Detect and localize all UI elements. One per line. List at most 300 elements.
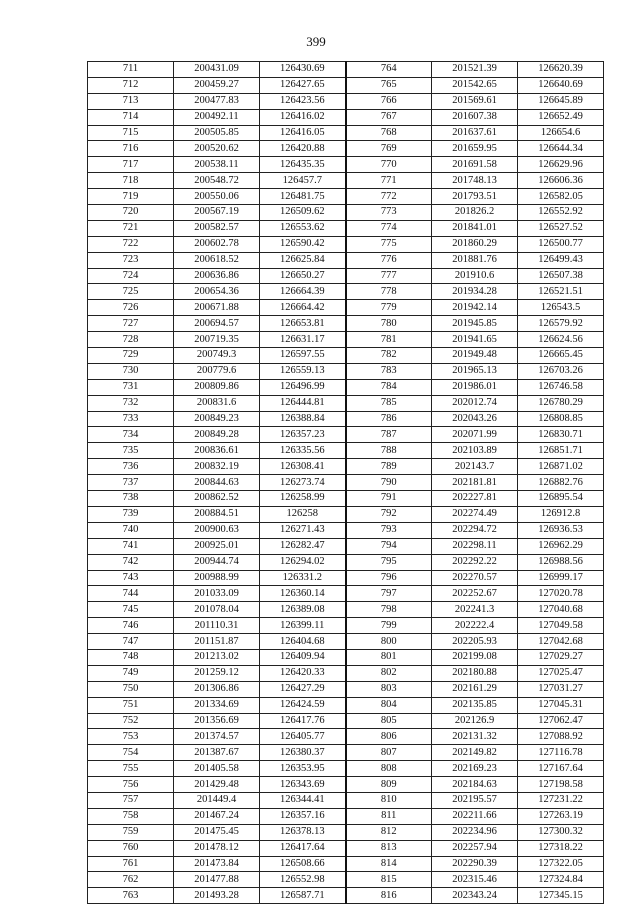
point-number-left-cell: 756	[88, 777, 174, 793]
y-coordinate-left-cell: 126653.81	[260, 316, 346, 332]
x-coordinate-right-cell: 201542.65	[432, 77, 518, 93]
table-row	[88, 634, 604, 650]
point-number-left-cell: 750	[88, 681, 174, 697]
point-number-right-cell: 798	[346, 602, 432, 618]
table-row	[88, 268, 604, 284]
table-row	[88, 348, 604, 364]
y-coordinate-left-cell: 126343.69	[260, 777, 346, 793]
table-row	[88, 332, 604, 348]
y-coordinate-left-cell: 126409.94	[260, 649, 346, 665]
x-coordinate-left-cell: 201374.57	[174, 729, 260, 745]
x-coordinate-left-cell: 200671.88	[174, 300, 260, 316]
y-coordinate-left-cell: 126420.33	[260, 665, 346, 681]
point-number-right-cell: 777	[346, 268, 432, 284]
y-coordinate-left-cell: 126650.27	[260, 268, 346, 284]
x-coordinate-right-cell: 202257.94	[432, 840, 518, 856]
x-coordinate-right-cell: 202241.3	[432, 602, 518, 618]
point-number-right-cell: 788	[346, 443, 432, 459]
x-coordinate-right-cell: 202205.93	[432, 634, 518, 650]
point-number-right-cell: 772	[346, 189, 432, 205]
x-coordinate-right-cell: 201941.65	[432, 332, 518, 348]
x-coordinate-left-cell: 201478.12	[174, 840, 260, 856]
y-coordinate-right-cell: 127324.84	[518, 872, 604, 888]
table-row	[88, 93, 604, 109]
y-coordinate-left-cell: 126271.43	[260, 522, 346, 538]
x-coordinate-left-cell: 200477.83	[174, 93, 260, 109]
table-row	[88, 761, 604, 777]
x-coordinate-right-cell: 201986.01	[432, 379, 518, 395]
y-coordinate-right-cell: 126624.56	[518, 332, 604, 348]
y-coordinate-left-cell: 126404.68	[260, 634, 346, 650]
x-coordinate-left-cell: 200550.06	[174, 189, 260, 205]
y-coordinate-right-cell: 127167.64	[518, 761, 604, 777]
y-coordinate-right-cell: 126582.05	[518, 189, 604, 205]
point-number-left-cell: 730	[88, 363, 174, 379]
table-row	[88, 427, 604, 443]
x-coordinate-right-cell: 202181.81	[432, 475, 518, 491]
x-coordinate-left-cell: 200862.52	[174, 491, 260, 507]
x-coordinate-left-cell: 200836.61	[174, 443, 260, 459]
x-coordinate-left-cell: 200849.23	[174, 411, 260, 427]
y-coordinate-right-cell: 126654.6	[518, 125, 604, 141]
x-coordinate-left-cell: 200602.78	[174, 236, 260, 252]
point-number-left-cell: 748	[88, 649, 174, 665]
table-row	[88, 205, 604, 221]
point-number-left-cell: 758	[88, 808, 174, 824]
point-number-right-cell: 808	[346, 761, 432, 777]
x-coordinate-left-cell: 200944.74	[174, 554, 260, 570]
x-coordinate-right-cell: 202211.66	[432, 808, 518, 824]
point-number-right-cell: 765	[346, 77, 432, 93]
point-number-left-cell: 746	[88, 618, 174, 634]
point-number-right-cell: 769	[346, 141, 432, 157]
y-coordinate-left-cell: 126664.39	[260, 284, 346, 300]
table-row	[88, 459, 604, 475]
y-coordinate-left-cell: 126664.42	[260, 300, 346, 316]
point-number-right-cell: 792	[346, 506, 432, 522]
x-coordinate-left-cell: 200832.19	[174, 459, 260, 475]
point-number-right-cell: 785	[346, 395, 432, 411]
coordinate-table	[87, 61, 604, 904]
y-coordinate-right-cell: 126606.36	[518, 173, 604, 189]
y-coordinate-right-cell: 127020.78	[518, 586, 604, 602]
y-coordinate-right-cell: 126527.52	[518, 220, 604, 236]
point-number-left-cell: 732	[88, 395, 174, 411]
point-number-right-cell: 786	[346, 411, 432, 427]
point-number-left-cell: 713	[88, 93, 174, 109]
table-row	[88, 586, 604, 602]
y-coordinate-left-cell: 126357.23	[260, 427, 346, 443]
point-number-right-cell: 791	[346, 491, 432, 507]
x-coordinate-left-cell: 200988.99	[174, 570, 260, 586]
point-number-right-cell: 799	[346, 618, 432, 634]
x-coordinate-right-cell: 202169.23	[432, 761, 518, 777]
table-row	[88, 284, 604, 300]
x-coordinate-right-cell: 201945.85	[432, 316, 518, 332]
y-coordinate-right-cell: 127042.68	[518, 634, 604, 650]
y-coordinate-right-cell: 126703.26	[518, 363, 604, 379]
point-number-left-cell: 735	[88, 443, 174, 459]
y-coordinate-left-cell: 126353.95	[260, 761, 346, 777]
x-coordinate-right-cell: 201521.39	[432, 62, 518, 78]
point-number-left-cell: 745	[88, 602, 174, 618]
point-number-left-cell: 761	[88, 856, 174, 872]
point-number-left-cell: 757	[88, 792, 174, 808]
y-coordinate-left-cell: 126444.81	[260, 395, 346, 411]
point-number-right-cell: 794	[346, 538, 432, 554]
y-coordinate-left-cell: 126380.37	[260, 745, 346, 761]
x-coordinate-right-cell: 202126.9	[432, 713, 518, 729]
x-coordinate-right-cell: 201910.6	[432, 268, 518, 284]
x-coordinate-left-cell: 200749.3	[174, 348, 260, 364]
y-coordinate-left-cell: 126405.77	[260, 729, 346, 745]
point-number-right-cell: 770	[346, 157, 432, 173]
x-coordinate-right-cell: 201691.58	[432, 157, 518, 173]
y-coordinate-left-cell: 126389.08	[260, 602, 346, 618]
x-coordinate-right-cell: 202103.89	[432, 443, 518, 459]
point-number-right-cell: 793	[346, 522, 432, 538]
point-number-right-cell: 805	[346, 713, 432, 729]
y-coordinate-right-cell: 126882.76	[518, 475, 604, 491]
x-coordinate-right-cell: 201826.2	[432, 205, 518, 221]
table-row	[88, 77, 604, 93]
x-coordinate-left-cell: 201259.12	[174, 665, 260, 681]
point-number-left-cell: 724	[88, 268, 174, 284]
x-coordinate-right-cell: 201942.14	[432, 300, 518, 316]
point-number-left-cell: 762	[88, 872, 174, 888]
y-coordinate-right-cell: 127198.58	[518, 777, 604, 793]
y-coordinate-left-cell: 126282.47	[260, 538, 346, 554]
table-row	[88, 697, 604, 713]
y-coordinate-left-cell: 126427.29	[260, 681, 346, 697]
y-coordinate-left-cell: 126417.76	[260, 713, 346, 729]
table-row	[88, 141, 604, 157]
y-coordinate-left-cell: 126273.74	[260, 475, 346, 491]
point-number-right-cell: 766	[346, 93, 432, 109]
y-coordinate-left-cell: 126631.17	[260, 332, 346, 348]
point-number-left-cell: 715	[88, 125, 174, 141]
x-coordinate-right-cell: 202071.99	[432, 427, 518, 443]
point-number-left-cell: 753	[88, 729, 174, 745]
point-number-right-cell: 771	[346, 173, 432, 189]
x-coordinate-left-cell: 200431.09	[174, 62, 260, 78]
x-coordinate-right-cell: 202315.46	[432, 872, 518, 888]
point-number-left-cell: 751	[88, 697, 174, 713]
x-coordinate-left-cell: 201033.09	[174, 586, 260, 602]
x-coordinate-left-cell: 200636.86	[174, 268, 260, 284]
point-number-right-cell: 789	[346, 459, 432, 475]
point-number-left-cell: 743	[88, 570, 174, 586]
point-number-right-cell: 790	[346, 475, 432, 491]
point-number-left-cell: 760	[88, 840, 174, 856]
x-coordinate-left-cell: 200779.6	[174, 363, 260, 379]
point-number-right-cell: 774	[346, 220, 432, 236]
y-coordinate-right-cell: 126988.56	[518, 554, 604, 570]
table-row	[88, 252, 604, 268]
table-row	[88, 570, 604, 586]
point-number-left-cell: 763	[88, 888, 174, 904]
x-coordinate-right-cell: 202252.67	[432, 586, 518, 602]
x-coordinate-right-cell: 201949.48	[432, 348, 518, 364]
point-number-right-cell: 778	[346, 284, 432, 300]
x-coordinate-right-cell: 202184.63	[432, 777, 518, 793]
y-coordinate-left-cell: 126559.13	[260, 363, 346, 379]
y-coordinate-left-cell: 126423.56	[260, 93, 346, 109]
x-coordinate-right-cell: 202234.96	[432, 824, 518, 840]
y-coordinate-left-cell: 126331.2	[260, 570, 346, 586]
x-coordinate-right-cell: 201860.29	[432, 236, 518, 252]
y-coordinate-right-cell: 126780.29	[518, 395, 604, 411]
y-coordinate-right-cell: 126552.92	[518, 205, 604, 221]
y-coordinate-right-cell: 126962.29	[518, 538, 604, 554]
x-coordinate-right-cell: 202149.82	[432, 745, 518, 761]
point-number-right-cell: 781	[346, 332, 432, 348]
y-coordinate-left-cell: 126552.98	[260, 872, 346, 888]
x-coordinate-right-cell: 202161.29	[432, 681, 518, 697]
x-coordinate-right-cell: 201748.13	[432, 173, 518, 189]
x-coordinate-right-cell: 202043.26	[432, 411, 518, 427]
y-coordinate-right-cell: 127031.27	[518, 681, 604, 697]
y-coordinate-right-cell: 126999.17	[518, 570, 604, 586]
x-coordinate-left-cell: 201467.24	[174, 808, 260, 824]
y-coordinate-left-cell: 126308.41	[260, 459, 346, 475]
y-coordinate-left-cell: 126481.75	[260, 189, 346, 205]
point-number-left-cell: 742	[88, 554, 174, 570]
table-row	[88, 777, 604, 793]
point-number-left-cell: 729	[88, 348, 174, 364]
point-number-left-cell: 718	[88, 173, 174, 189]
point-number-left-cell: 722	[88, 236, 174, 252]
point-number-right-cell: 815	[346, 872, 432, 888]
point-number-left-cell: 741	[88, 538, 174, 554]
y-coordinate-right-cell: 126507.38	[518, 268, 604, 284]
table-row	[88, 522, 604, 538]
point-number-right-cell: 814	[346, 856, 432, 872]
table-row	[88, 602, 604, 618]
y-coordinate-right-cell: 126652.49	[518, 109, 604, 125]
x-coordinate-right-cell: 202270.57	[432, 570, 518, 586]
table-row	[88, 745, 604, 761]
table-row	[88, 840, 604, 856]
point-number-left-cell: 734	[88, 427, 174, 443]
y-coordinate-right-cell: 127025.47	[518, 665, 604, 681]
table-row	[88, 681, 604, 697]
point-number-left-cell: 737	[88, 475, 174, 491]
y-coordinate-left-cell: 126258	[260, 506, 346, 522]
point-number-right-cell: 797	[346, 586, 432, 602]
table-row	[88, 363, 604, 379]
y-coordinate-left-cell: 126357.16	[260, 808, 346, 824]
point-number-left-cell: 731	[88, 379, 174, 395]
y-coordinate-right-cell: 127062.47	[518, 713, 604, 729]
y-coordinate-right-cell: 126895.54	[518, 491, 604, 507]
table-row	[88, 506, 604, 522]
x-coordinate-right-cell: 202222.4	[432, 618, 518, 634]
x-coordinate-left-cell: 201213.02	[174, 649, 260, 665]
point-number-left-cell: 740	[88, 522, 174, 538]
point-number-left-cell: 755	[88, 761, 174, 777]
y-coordinate-right-cell: 127345.15	[518, 888, 604, 904]
x-coordinate-left-cell: 201449.4	[174, 792, 260, 808]
x-coordinate-left-cell: 201356.69	[174, 713, 260, 729]
table-row	[88, 475, 604, 491]
table-row	[88, 62, 604, 78]
y-coordinate-left-cell: 126435.35	[260, 157, 346, 173]
point-number-left-cell: 723	[88, 252, 174, 268]
y-coordinate-right-cell: 126912.8	[518, 506, 604, 522]
x-coordinate-left-cell: 200459.27	[174, 77, 260, 93]
x-coordinate-left-cell: 201110.31	[174, 618, 260, 634]
y-coordinate-left-cell: 126294.02	[260, 554, 346, 570]
y-coordinate-left-cell: 126553.62	[260, 220, 346, 236]
point-number-right-cell: 779	[346, 300, 432, 316]
x-coordinate-right-cell: 202199.08	[432, 649, 518, 665]
point-number-left-cell: 759	[88, 824, 174, 840]
y-coordinate-right-cell: 126543.5	[518, 300, 604, 316]
x-coordinate-left-cell: 200520.62	[174, 141, 260, 157]
table-row	[88, 665, 604, 681]
x-coordinate-left-cell: 200694.57	[174, 316, 260, 332]
x-coordinate-left-cell: 201151.87	[174, 634, 260, 650]
table-row	[88, 125, 604, 141]
table-row	[88, 792, 604, 808]
x-coordinate-right-cell: 201881.76	[432, 252, 518, 268]
point-number-right-cell: 804	[346, 697, 432, 713]
point-number-right-cell: 806	[346, 729, 432, 745]
y-coordinate-right-cell: 126851.71	[518, 443, 604, 459]
y-coordinate-right-cell: 126665.45	[518, 348, 604, 364]
x-coordinate-left-cell: 200719.35	[174, 332, 260, 348]
x-coordinate-right-cell: 201569.61	[432, 93, 518, 109]
point-number-right-cell: 809	[346, 777, 432, 793]
x-coordinate-right-cell: 201637.61	[432, 125, 518, 141]
x-coordinate-left-cell: 201429.48	[174, 777, 260, 793]
y-coordinate-right-cell: 126808.85	[518, 411, 604, 427]
y-coordinate-right-cell: 126499.43	[518, 252, 604, 268]
y-coordinate-right-cell: 127049.58	[518, 618, 604, 634]
table-row	[88, 888, 604, 904]
y-coordinate-right-cell: 127088.92	[518, 729, 604, 745]
y-coordinate-right-cell: 126936.53	[518, 522, 604, 538]
point-number-left-cell: 747	[88, 634, 174, 650]
table-row	[88, 157, 604, 173]
point-number-left-cell: 714	[88, 109, 174, 125]
x-coordinate-left-cell: 200831.6	[174, 395, 260, 411]
table-row	[88, 808, 604, 824]
x-coordinate-left-cell: 200582.57	[174, 220, 260, 236]
y-coordinate-left-cell: 126590.42	[260, 236, 346, 252]
y-coordinate-left-cell: 126496.99	[260, 379, 346, 395]
y-coordinate-left-cell: 126587.71	[260, 888, 346, 904]
x-coordinate-right-cell: 202012.74	[432, 395, 518, 411]
point-number-left-cell: 716	[88, 141, 174, 157]
table-row	[88, 729, 604, 745]
point-number-left-cell: 744	[88, 586, 174, 602]
table-row	[88, 236, 604, 252]
point-number-left-cell: 725	[88, 284, 174, 300]
point-number-right-cell: 787	[346, 427, 432, 443]
point-number-left-cell: 749	[88, 665, 174, 681]
table-row	[88, 109, 604, 125]
x-coordinate-right-cell: 201965.13	[432, 363, 518, 379]
x-coordinate-right-cell: 201659.95	[432, 141, 518, 157]
y-coordinate-right-cell: 126746.58	[518, 379, 604, 395]
x-coordinate-right-cell: 202290.39	[432, 856, 518, 872]
point-number-right-cell: 773	[346, 205, 432, 221]
point-number-right-cell: 810	[346, 792, 432, 808]
x-coordinate-right-cell: 202135.85	[432, 697, 518, 713]
point-number-right-cell: 784	[346, 379, 432, 395]
x-coordinate-left-cell: 201334.69	[174, 697, 260, 713]
x-coordinate-left-cell: 201387.67	[174, 745, 260, 761]
point-number-left-cell: 754	[88, 745, 174, 761]
point-number-right-cell: 768	[346, 125, 432, 141]
x-coordinate-left-cell: 200849.28	[174, 427, 260, 443]
y-coordinate-right-cell: 126871.02	[518, 459, 604, 475]
y-coordinate-left-cell: 126597.55	[260, 348, 346, 364]
x-coordinate-left-cell: 200548.72	[174, 173, 260, 189]
y-coordinate-left-cell: 126360.14	[260, 586, 346, 602]
table-row	[88, 300, 604, 316]
point-number-left-cell: 711	[88, 62, 174, 78]
x-coordinate-right-cell: 201793.51	[432, 189, 518, 205]
point-number-right-cell: 813	[346, 840, 432, 856]
x-coordinate-left-cell: 201493.28	[174, 888, 260, 904]
y-coordinate-right-cell: 127116.78	[518, 745, 604, 761]
x-coordinate-right-cell: 202143.7	[432, 459, 518, 475]
y-coordinate-right-cell: 127263.19	[518, 808, 604, 824]
table-row	[88, 872, 604, 888]
point-number-left-cell: 712	[88, 77, 174, 93]
y-coordinate-right-cell: 126640.69	[518, 77, 604, 93]
point-number-right-cell: 812	[346, 824, 432, 840]
y-coordinate-left-cell: 126416.02	[260, 109, 346, 125]
y-coordinate-left-cell: 126335.56	[260, 443, 346, 459]
y-coordinate-right-cell: 126500.77	[518, 236, 604, 252]
y-coordinate-left-cell: 126417.64	[260, 840, 346, 856]
point-number-right-cell: 780	[346, 316, 432, 332]
x-coordinate-right-cell: 202227.81	[432, 491, 518, 507]
y-coordinate-right-cell: 127322.05	[518, 856, 604, 872]
table-row	[88, 554, 604, 570]
point-number-right-cell: 807	[346, 745, 432, 761]
y-coordinate-left-cell: 126378.13	[260, 824, 346, 840]
x-coordinate-left-cell: 200900.63	[174, 522, 260, 538]
y-coordinate-right-cell: 127040.68	[518, 602, 604, 618]
x-coordinate-right-cell: 201934.28	[432, 284, 518, 300]
table-row	[88, 173, 604, 189]
y-coordinate-right-cell: 126629.96	[518, 157, 604, 173]
x-coordinate-left-cell: 200618.52	[174, 252, 260, 268]
coordinate-table-body	[88, 62, 604, 904]
x-coordinate-left-cell: 200538.11	[174, 157, 260, 173]
y-coordinate-right-cell: 126645.89	[518, 93, 604, 109]
y-coordinate-left-cell: 126344.41	[260, 792, 346, 808]
x-coordinate-right-cell: 202180.88	[432, 665, 518, 681]
table-row	[88, 220, 604, 236]
point-number-left-cell: 739	[88, 506, 174, 522]
table-row	[88, 491, 604, 507]
x-coordinate-right-cell: 202131.32	[432, 729, 518, 745]
x-coordinate-left-cell: 201306.86	[174, 681, 260, 697]
table-row	[88, 649, 604, 665]
x-coordinate-left-cell: 201405.58	[174, 761, 260, 777]
y-coordinate-left-cell: 126424.59	[260, 697, 346, 713]
y-coordinate-left-cell: 126399.11	[260, 618, 346, 634]
table-row	[88, 713, 604, 729]
y-coordinate-left-cell: 126258.99	[260, 491, 346, 507]
x-coordinate-left-cell: 201475.45	[174, 824, 260, 840]
